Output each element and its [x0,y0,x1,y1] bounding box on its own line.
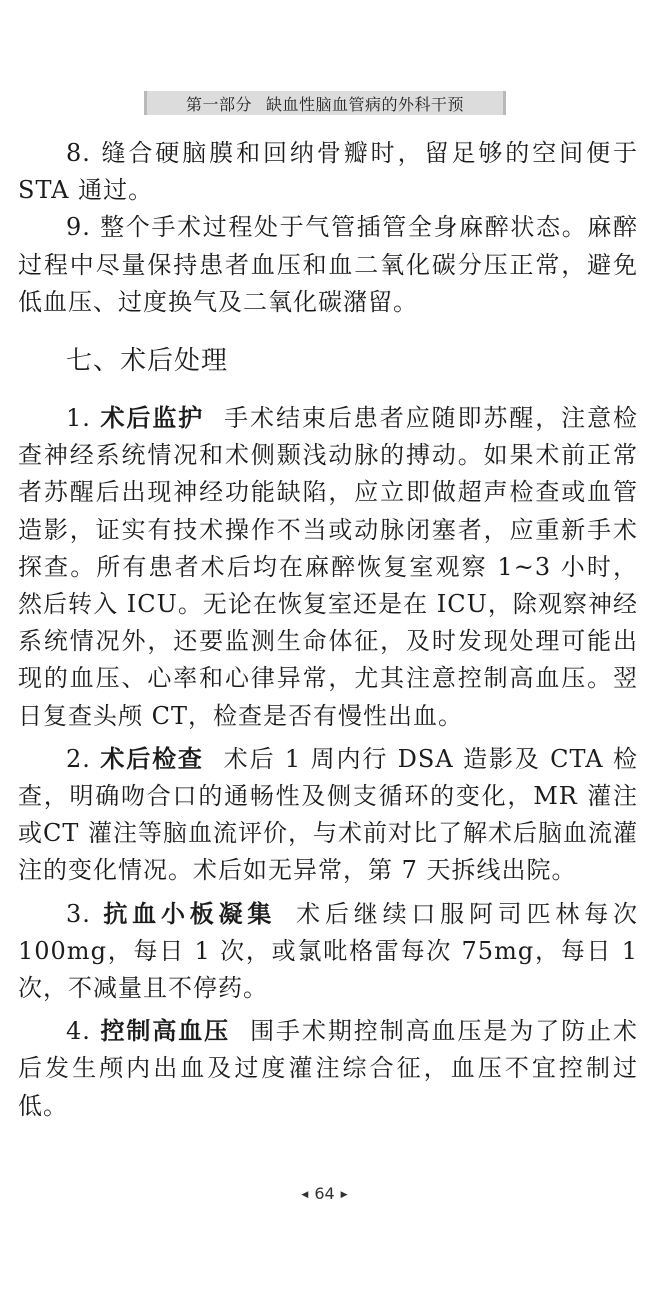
item-body: 术后继续口服阿司匹林每次100mg，每日 1 次，或氯吡格雷每次 75mg，每日 1 次，不减量且不停药。 [18,899,639,1003]
item-body: 围手术期控制高血压是为了防止术后发生颅内出血及过度灌注综合征，血压不宜控制过低。 [18,1017,639,1120]
item-number: 1. [66,404,91,433]
item-body: 手术结束后患者应随即苏醒，注意检查神经系统情况和术侧颞浅动脉的搏动。如果术前正常者苏醒后出现神经功能缺陷，应立即做超声检查或血管造影，证实有技术操作不当或动脉闭塞者，应重新手术探查。所有患者术后均在麻醉恢复室观察 1~3 小时，然后转入 ICU。无论在恢复室还是在 ICU，除观察神经系统情况外，还要监测生命体征，及时发现处理可能出现的血压、心率和心律异常，尤其注意控制高血压。翌日复查头颅 CT，检查是否有慢性出血。 [18,404,639,730]
item-number: 2. [66,744,91,773]
page-footer [0,1184,649,1203]
left-triangle-icon: ◀ [301,1190,309,1200]
item-number: 3. [66,899,91,928]
list-item-antiplatelet [18,896,638,1008]
list-item-postop-examination [18,741,638,890]
list-item-hypertension-control [18,1013,638,1125]
page-number: 64 [314,1184,335,1203]
paragraph-9: 9. 整个手术过程处于气管插管全身麻醉状态。麻醉过程中尽量保持患者血压和血二氧化碳分压正常，避免低血压、过度换气及二氧化碳潴留。 [18,213,638,316]
item-lead-title: 抗血小板凝集 [103,899,277,928]
right-triangle-icon: ▶ [340,1190,348,1200]
page-body [18,135,638,1125]
item-number: 4. [66,1017,91,1046]
running-header [144,91,506,115]
item-body: 术后 1 周内行 DSA 造影及 CTA 检查，明确吻合口的通畅性及侧支循环的变化，MR 灌注或CT 灌注等脑血流评价，与术前对比了解术后脑血流灌注的变化情况。术后如无异常，第 7 天拆线出院。 [18,744,639,885]
item-lead-title: 术后监护 [100,404,205,433]
paragraph-8: 8. 缝合硬脑膜和回纳骨瓣时，留足够的空间便于STA 通过。 [18,139,638,205]
item-lead-title: 控制高血压 [100,1017,231,1046]
header-part-label: 第一部分 [185,94,252,114]
list-item-postop-monitoring [18,400,638,735]
header-chapter-title: 缺血性脑血管病的外科干预 [266,94,465,114]
item-lead-title: 术后检查 [100,744,204,773]
section-heading: 七、术后处理 [66,346,229,377]
